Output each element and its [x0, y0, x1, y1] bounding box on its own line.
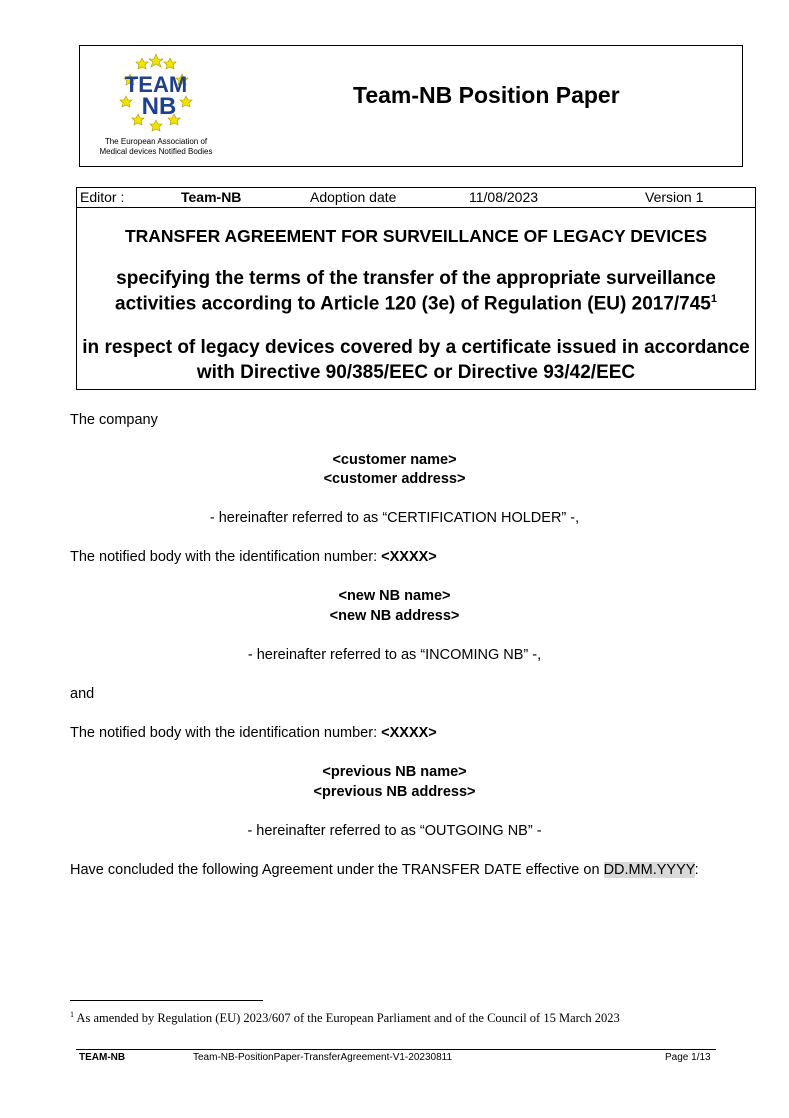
meta-divider — [76, 207, 756, 208]
nb-intro-text: The notified body with the identification number: — [70, 549, 382, 565]
outgoing-nb-id-placeholder: <XXXX> — [381, 725, 437, 741]
concluded-suffix: : — [694, 862, 699, 878]
incoming-nb-id-placeholder: <XXXX> — [381, 549, 437, 565]
footnote-mark: 1 — [70, 1010, 74, 1019]
editor-value: Team-NB — [181, 189, 242, 205]
subtitle-1-line-2 — [76, 293, 756, 315]
logo-subtitle-line-1: The European Association of — [104, 137, 208, 146]
footer-divider — [76, 1049, 716, 1050]
adoption-date-label: Adoption date — [310, 189, 397, 205]
footer-document-id: Team-NB-PositionPaper-TransferAgreement-V1-20230811 — [193, 1052, 453, 1063]
star-icon — [120, 96, 132, 107]
logo-nb-text: NB — [141, 93, 177, 120]
incoming-nb-reference: - hereinafter referred to as “INCOMING NB” -, — [247, 647, 542, 663]
logo-subtitle — [88, 137, 224, 157]
previous-nb-address-placeholder: <previous NB address> — [313, 784, 476, 800]
customer-address-placeholder: <customer address> — [323, 471, 466, 487]
footnote-reference-mark[interactable]: 1 — [710, 293, 717, 305]
subtitle-2-line-2: with Directive 90/385/EEC or Directive 93/42/EEC — [196, 362, 636, 383]
company-intro: The company — [70, 412, 158, 428]
editor-label: Editor : — [80, 189, 125, 205]
star-icon — [149, 54, 163, 67]
footer-page-number: Page 1/13 — [665, 1052, 711, 1063]
previous-nb-name-placeholder: <previous NB name> — [322, 764, 467, 780]
subtitle-2-line-1: in respect of legacy devices covered by a certificate issued in accordance — [82, 337, 750, 358]
outgoing-nb-intro — [70, 725, 437, 741]
incoming-nb-intro — [70, 549, 437, 565]
footnote-separator — [70, 1000, 263, 1001]
subtitle-1-line-2-text: activities according to Article 120 (3e) of Regulation (EU) 2017/745 — [115, 293, 711, 315]
adoption-date-value: 11/08/2023 — [469, 189, 539, 205]
footer-left: TEAM-NB — [79, 1052, 126, 1063]
agreement-concluded-sentence — [70, 862, 699, 878]
page-header-title: Team-NB Position Paper — [353, 82, 620, 108]
concluded-prefix: Have concluded the following Agreement under the TRANSFER DATE effective on — [70, 862, 604, 878]
customer-name-placeholder: <customer name> — [332, 452, 457, 468]
outgoing-nb-reference: - hereinafter referred to as “OUTGOING NB” - — [247, 823, 542, 839]
footnote-text: As amended by Regulation (EU) 2023/607 of the European Parliament and of the Council of 15 March 2023 — [74, 1011, 620, 1026]
team-nb-logo — [108, 52, 204, 132]
star-icon — [164, 58, 176, 69]
star-icon — [136, 58, 148, 69]
star-icon — [180, 96, 192, 107]
and-text: and — [70, 686, 95, 702]
logo-subtitle-line-2: Medical devices Notified Bodies — [99, 147, 213, 156]
star-icon — [150, 120, 162, 131]
subtitle-1-line-1: specifying the terms of the transfer of the appropriate surveillance — [116, 268, 716, 289]
new-nb-name-placeholder: <new NB name> — [338, 588, 451, 604]
transfer-date-placeholder[interactable]: DD.MM.YYYY — [603, 862, 695, 878]
logo-team-text: TEAM — [124, 72, 188, 97]
certification-holder-reference: - hereinafter referred to as “CERTIFICATION HOLDER” -, — [209, 510, 580, 526]
footnote — [70, 1010, 620, 1026]
version-label: Version 1 — [645, 189, 704, 205]
nb-intro-text: The notified body with the identification number: — [70, 725, 382, 741]
document-main-title: TRANSFER AGREEMENT FOR SURVEILLANCE OF LEGACY DEVICES — [124, 226, 708, 246]
new-nb-address-placeholder: <new NB address> — [329, 608, 460, 624]
